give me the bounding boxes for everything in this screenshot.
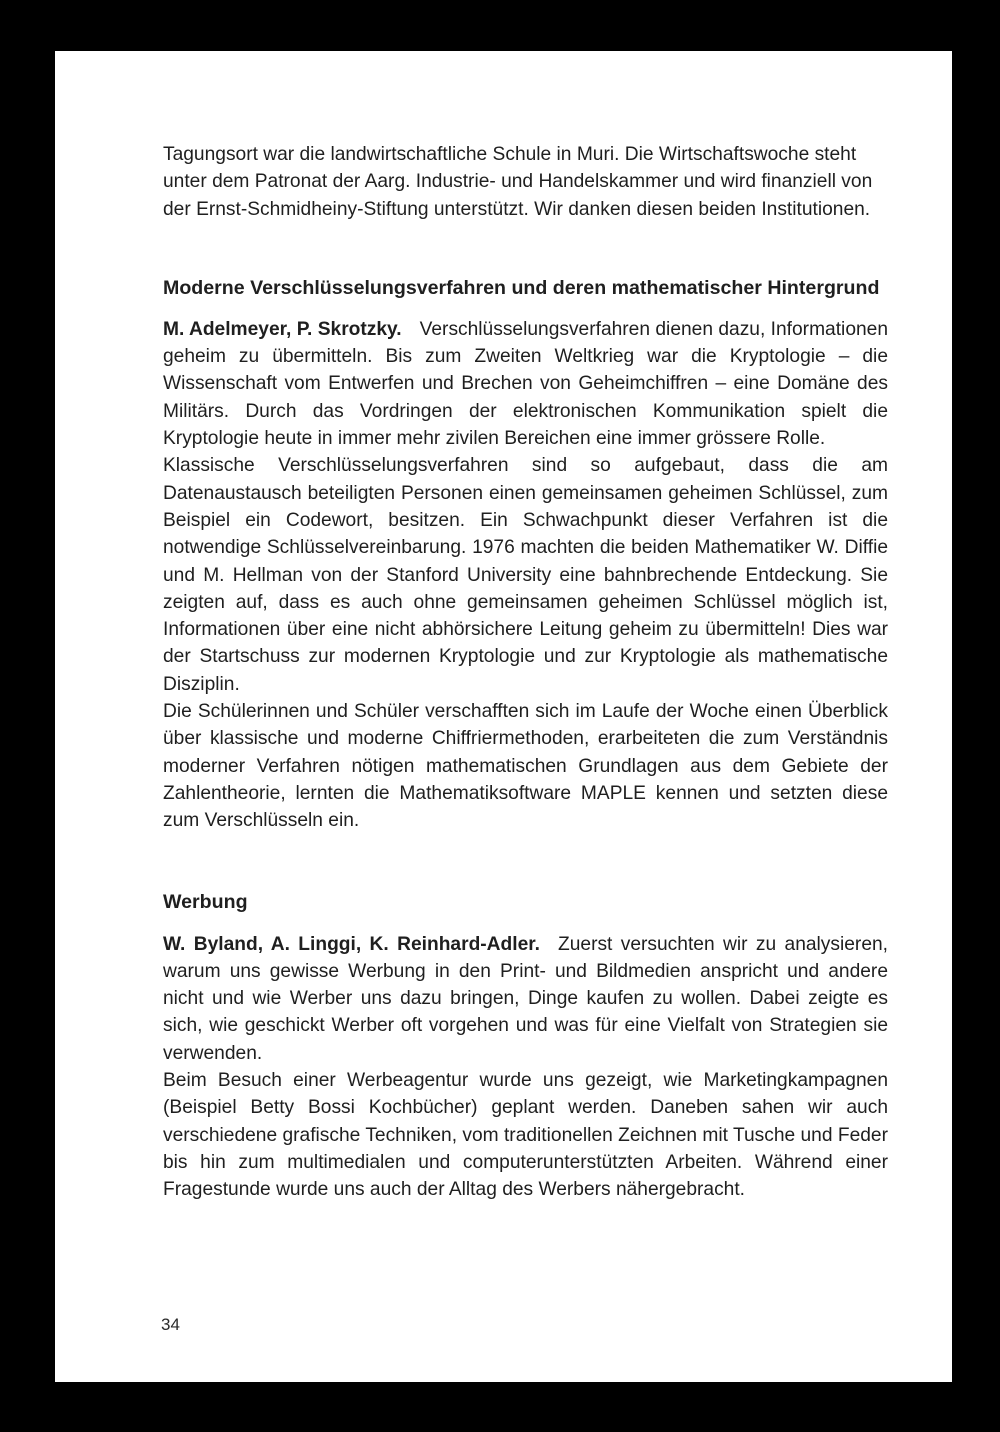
page-number: 34 — [161, 1315, 180, 1334]
section-authors: W. Byland, A. Linggi, K. Reinhard-Adler. — [163, 933, 540, 955]
section-title-cryptography: Moderne Verschlüsselungsverfahren und deren mathematischer Hintergrund — [163, 276, 880, 299]
document-page — [55, 51, 952, 1382]
page-content — [163, 141, 888, 1204]
section-paragraph: Beim Besuch einer Werbeagentur wurde uns gezeigt, wie Marketingkampagnen (Beispiel Betty Bossi Kochbücher) geplant werden. Daneben sahen wir auch verschiedene grafische Techniken, vom traditionellen Zeichnen mit Tusche und Feder bis hin zum multimedialen und computerunterstützten Arbeiten. Während einer Fragestunde wurde uns auch der Alltag des Werbers nähergebracht. — [163, 1070, 888, 1201]
section-paragraph — [163, 931, 888, 1067]
section-paragraph — [163, 316, 888, 452]
intro-paragraph: Tagungsort war die landwirtschaftliche Schule in Muri. Die Wirtschaftswoche steht unter dem Patronat der Aarg. Industrie- und Handelskammer und wird finanziell von der Ernst-Schmidheiny-Stiftung unterstützt. Wir danken diesen beiden Institutionen. — [163, 144, 873, 220]
section-paragraph: Klassische Verschlüsselungsverfahren sind so aufgebaut, dass die am Datenaustausch beteiligten Personen einen gemeinsamen geheimen Schlüssel, zum Beispiel ein Codewort, besitzen. Ein Schwachpunkt dieser Verfahren ist die notwendige Schlüsselvereinbarung. 1976 machten die beiden Mathematiker W. Diffie und M. Hellman von der Stanford University eine bahnbrechende Entdeckung. Sie zeigten auf, dass es auch ohne gemeinsamen geheimen Schlüssel möglich ist, Informationen über eine nicht abhörsichere Leitung geheim zu übermitteln! Dies war der Startschuss zur modernen Kryptologie und zur Kryptologie als mathematische Disziplin. — [163, 455, 888, 695]
section-paragraph: Die Schülerinnen und Schüler verschafften sich im Laufe der Woche einen Überblick über klassische und moderne Chiffriermethoden, erarbeiteten die zum Verständnis moderner Verfahren nötigen mathematischen Grundlagen aus dem Gebiete der Zahlentheorie, lernten die Mathematiksoftware MAPLE kennen und setzten diese zum Verschlüsseln ein. — [163, 701, 888, 832]
section-paragraph-text: Verschlüsselungsverfahren dienen dazu, Informationen geheim zu übermitteln. Bis zum Zweiten Weltkrieg war die Kryptologie – die Wissenschaft vom Entwerfen und Brechen von Geheimchiffren – eine Domäne des Militärs. Durch das Vordringen der elektronischen Kommunikation spielt die Kryptologie heute in immer mehr zivilen Bereichen eine immer grössere Rolle. — [163, 318, 888, 450]
section-authors: M. Adelmeyer, P. Skrotzky. — [163, 318, 402, 340]
section-paragraph-text: Zuerst versuchten wir zu analysieren, warum uns gewisse Werbung in den Print- und Bildmedien anspricht und andere nicht und wie Werber uns dazu bringen, Dinge kaufen zu wollen. Dabei zeigte es sich, wie geschickt Werber oft vorgehen und was für eine Vielfalt von Strategien sie verwenden. — [163, 933, 888, 1064]
section-title-werbung: Werbung — [163, 890, 248, 913]
